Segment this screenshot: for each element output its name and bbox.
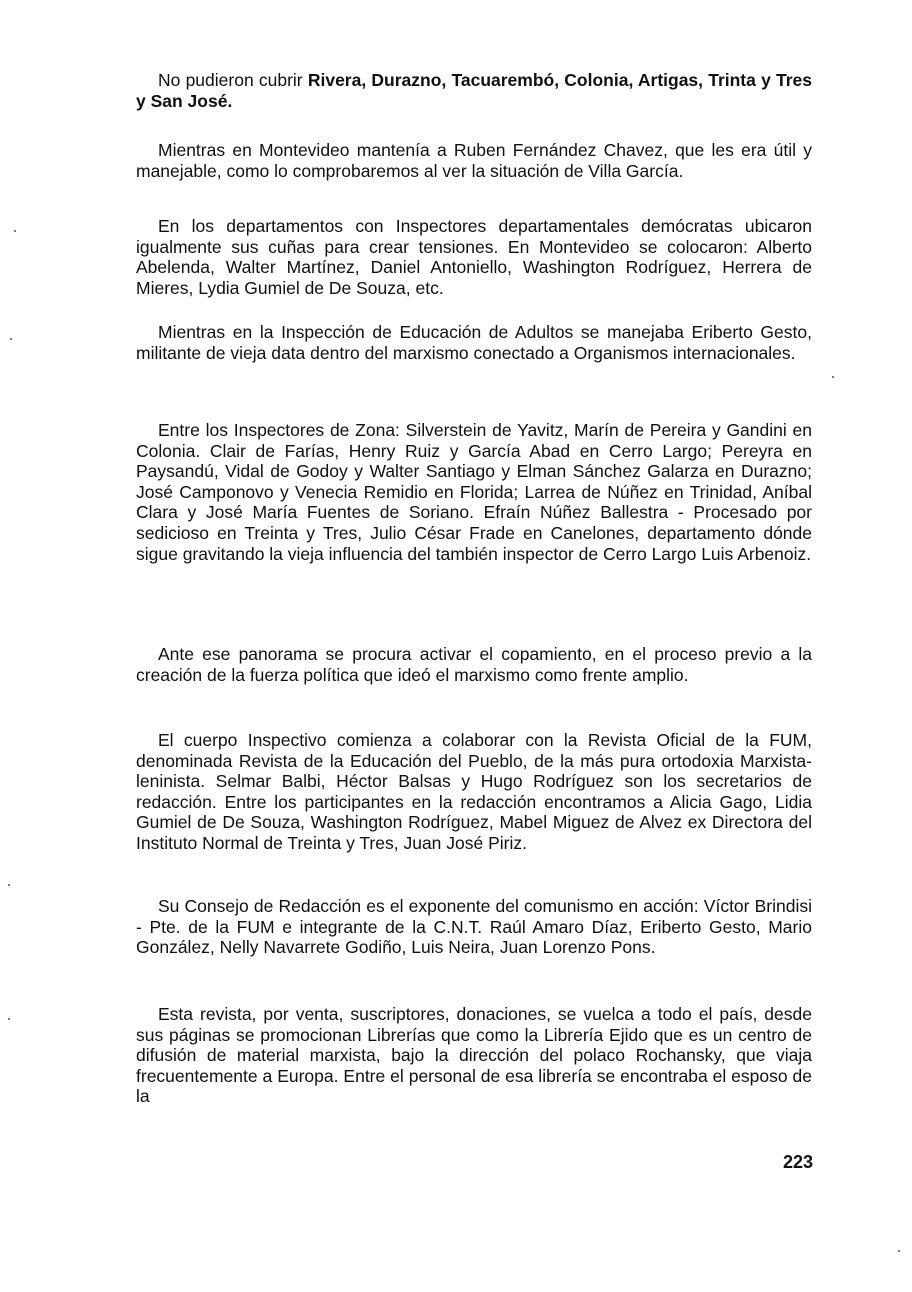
paragraph-7 — [136, 730, 812, 854]
paragraph-1 — [136, 70, 812, 111]
paragraph-4 — [136, 322, 812, 363]
scan-speck — [832, 376, 834, 378]
paragraph-8-text: Su Consejo de Redacción es el exponente del comunismo en acción: Víctor Brindisi - Pte. de la FUM e integrante de la C.N.T. Raúl Amaro Díaz, Eriberto Gesto, Mario González, Nelly Navarrete Godiño, Luis Neira, Juan Lorenzo Pons. — [136, 896, 812, 958]
paragraph-3 — [136, 216, 812, 298]
page-number: 223 — [782, 1152, 813, 1172]
scan-speck — [14, 230, 16, 232]
paragraph-7-text: El cuerpo Inspectivo comienza a colaborar con la Revista Oficial de la FUM, denominada Revista de la Educación del Pueblo, de la más pura ortodoxia Marxista-leninista. Selmar Balbi, Héctor Balsas y Hugo Rodríguez son los secretarios de redacción. Entre los participantes en la redacción encontramos a Alicia Gago, Lidia Gumiel de De Souza, Washington Rodríguez, Mabel Miguez de Alvez ex Directora del Instituto Normal de Treinta y Tres, Juan José Piriz. — [136, 730, 812, 853]
paragraph-1-departments: Rivera, Durazno, Tacuarembó, Colonia, Artigas, Trinta y Tres y San José. — [136, 70, 812, 111]
paragraph-9 — [136, 1004, 812, 1107]
paragraph-9-text: Esta revista, por venta, suscriptores, donaciones, se vuelca a todo el país, desde sus páginas se promocionan Librerías que como la Librería Ejido que es un centro de difusión de material marxista, bajo la dirección del polaco Rochansky, que viaja frecuentemente a Europa. Entre el personal de esa librería se encontraba el esposo de la — [136, 1004, 812, 1107]
scan-speck — [8, 884, 10, 886]
paragraph-5-text: Entre los Inspectores de Zona: Silverstein de Yavitz, Marín de Pereira y Gandini en Colonia. Clair de Farías, Henry Ruiz y García Abad en Cerro Largo; Pereyra en Paysandú, Vidal de Godoy y Walter Santiago y Elman Sánchez Galarza en Durazno; José Camponovo y Venecia Remidio en Florida; Larrea de Núñez en Trinidad, Aníbal Clara y José María Fuentes de Soriano. Efraín Núñez Ballestra - Procesado por sedicioso en Treinta y Tres, Julio César Frade en Canelones, departamento dónde sigue gravitando la vieja influencia del también inspector de Cerro Largo Luis Arbenoiz. — [136, 420, 812, 564]
paragraph-6 — [136, 644, 812, 685]
paragraph-1-text: No pudieron cubrir — [158, 70, 308, 90]
paragraph-2-text: Mientras en Montevideo mantenía a Ruben Fernández Chavez, que les era útil y manejable, como lo comprobaremos al ver la situación de Villa García. — [136, 140, 812, 181]
paragraph-8 — [136, 896, 812, 958]
scan-speck — [898, 1250, 900, 1252]
scan-speck — [8, 1018, 10, 1020]
paragraph-3-text: En los departamentos con Inspectores departamentales demócratas ubicaron igualmente sus cuñas para crear tensiones. En Montevideo se colocaron: Alberto Abelenda, Walter Martínez, Daniel Antoniello, Washington Rodríguez, Herrera de Mieres, Lydia Gumiel de De Souza, etc. — [136, 216, 812, 298]
paragraph-4-text: Mientras en la Inspección de Educación de Adultos se manejaba Eriberto Gesto, militante de vieja data dentro del marxismo conectado a Organismos internacionales. — [136, 322, 812, 363]
paragraph-6-text: Ante ese panorama se procura activar el copamiento, en el proceso previo a la creación de la fuerza política que ideó el marxismo como frente amplio. — [136, 644, 812, 685]
paragraph-5 — [136, 420, 812, 564]
paragraph-2 — [136, 140, 812, 181]
scan-speck — [10, 338, 12, 340]
